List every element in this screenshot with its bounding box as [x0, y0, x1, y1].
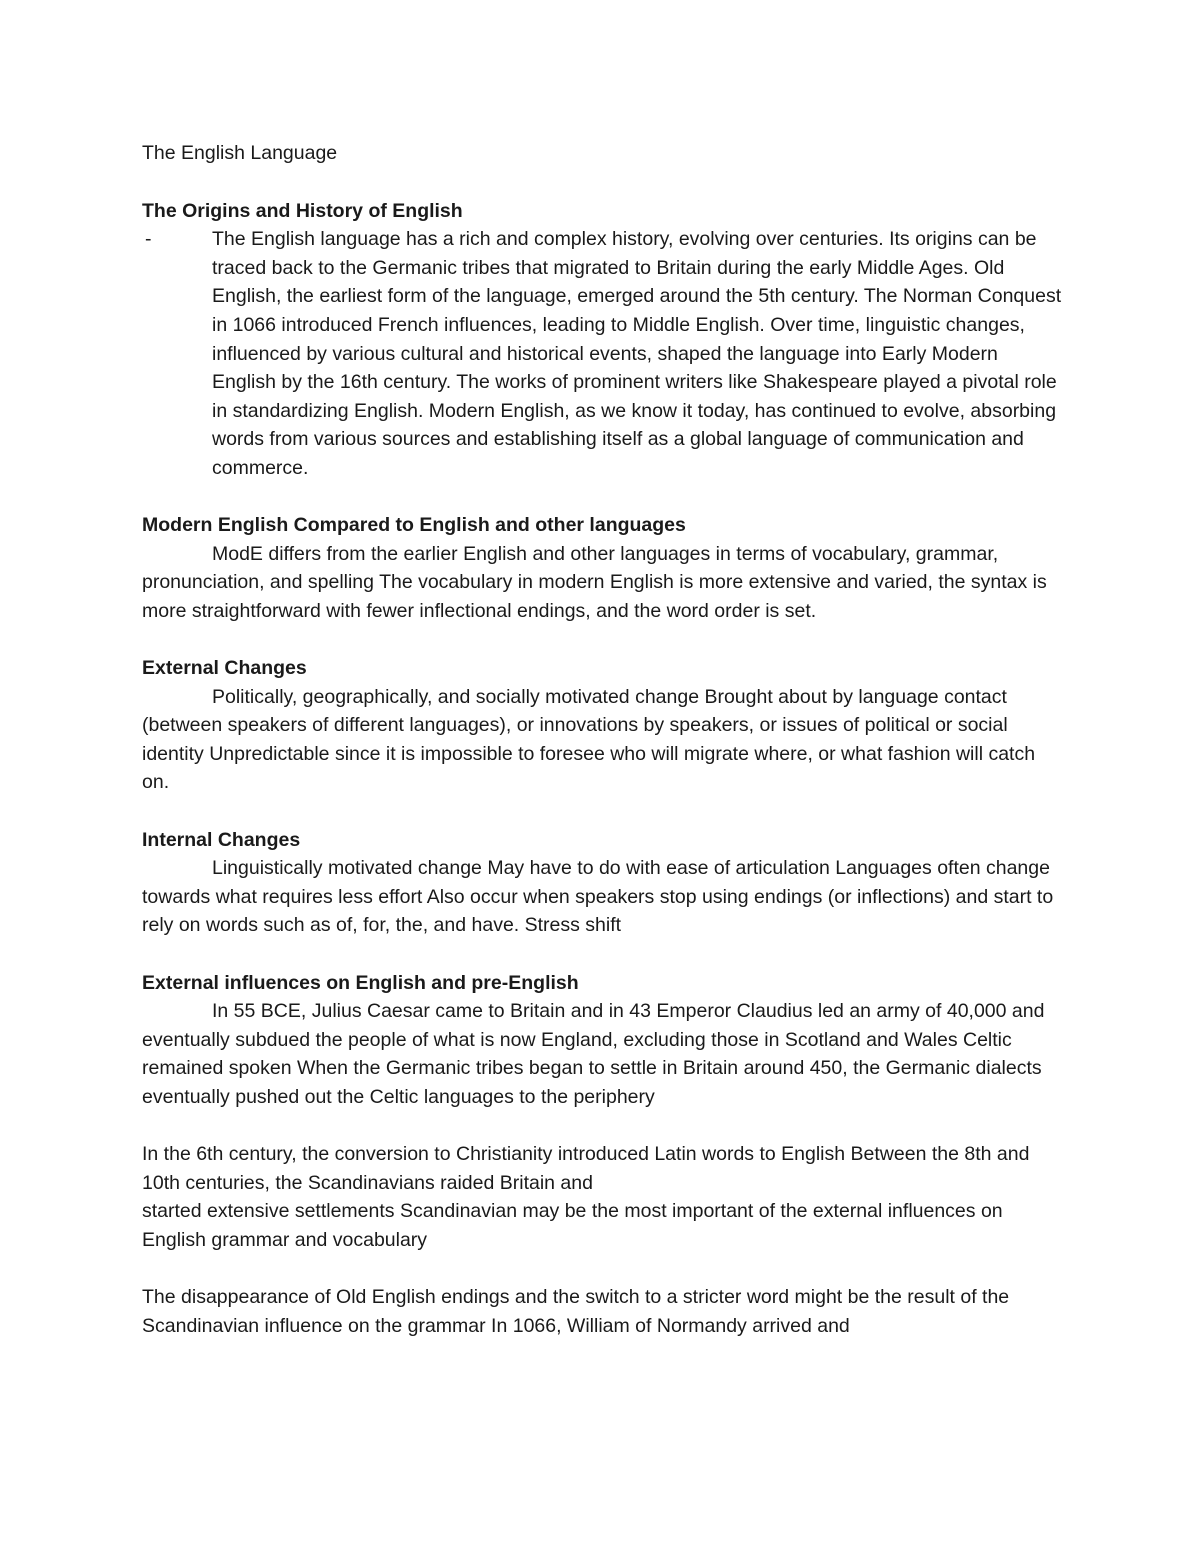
document-title: The English Language — [142, 142, 338, 164]
section-heading-external-changes: External Changes — [142, 657, 307, 680]
bullet-text: The English language has a rich and complex history, evolving over centuries. Its origins can be traced back to the Germanic tribes that migrated to Britain during the early Middle Ages. Old English, the earliest form of the language, emerged around the 5th century. The Norman Conquest in 1066 introduced French influences, leading to Middle English. Over time, linguistic changes, influenced by various cultural and historical events, shaped the language into Early Modern English by the 16th century. The works of prominent writers like Shakespeare played a pivotal role in standardizing English. Modern English, as we know it today, has continued to evolve, absorbing words from various sources and establishing itself as a global language of communication and commerce. — [212, 228, 1062, 479]
paragraph-scandinavian-line1: In the 6th century, the conversion to Christianity introduced Latin words to English Between the 8th and 10th centuries, the Scandinavians raided Britain and — [142, 1143, 1030, 1194]
document-page — [142, 139, 1062, 1340]
section-heading-external-influences: External influences on English and pre-English — [142, 971, 579, 994]
paragraph-scandinavian-line2: started extensive settlements Scandinavian may be the most important of the external influences on English grammar and vocabulary — [142, 1200, 1003, 1251]
section-body-external-changes: Politically, geographically, and socially motivated change Brought about by language contact (between speakers of different languages), or innovations by speakers, or issues of political or social identity Unpredictable since it is impossible to foresee who will migrate where, or what fashion will catch on. — [142, 685, 1036, 794]
paragraph-final: The disappearance of Old English endings and the switch to a stricter word might be the result of the Scandinavian influence on the grammar In 1066, William of Normandy arrived and — [142, 1286, 1010, 1337]
section-origins-history — [142, 197, 1062, 483]
section-internal-changes — [142, 826, 1062, 940]
section-modern-english-compared — [142, 511, 1062, 625]
bullet-item — [142, 225, 1062, 482]
section-heading-origins-history: The Origins and History of English — [142, 199, 463, 222]
section-body-external-influences: In 55 BCE, Julius Caesar came to Britain and in 43 Emperor Claudius led an army of 40,000 and eventually subdued the people of what is now England, excluding those in Scotland and Wales Celtic remained spoken When the Germanic tribes began to settle in Britain around 450, the Germanic dialects eventually pushed out the Celtic languages to the periphery — [142, 1000, 1045, 1108]
section-external-changes — [142, 654, 1062, 797]
section-heading-internal-changes: Internal Changes — [142, 828, 301, 851]
section-body-modern-english-compared: ModE differs from the earlier English and other languages in terms of vocabulary, grammar, pronunciation, and spelling The vocabulary in modern English is more extensive and varied, the syntax is more straightforward with fewer inflectional endings, and the word order is set. — [142, 542, 1047, 622]
section-heading-modern-english-compared: Modern English Compared to English and other languages — [142, 514, 686, 537]
section-body-internal-changes: Linguistically motivated change May have to do with ease of articulation Languages often change towards what requires less effort Also occur when speakers stop using endings (or inflections) and start to rely on words such as of, for, the, and have. Stress shift — [142, 857, 1054, 937]
bullet-marker: - — [145, 228, 152, 251]
paragraph-scandinavian — [142, 1140, 1062, 1254]
section-external-influences — [142, 969, 1062, 1112]
